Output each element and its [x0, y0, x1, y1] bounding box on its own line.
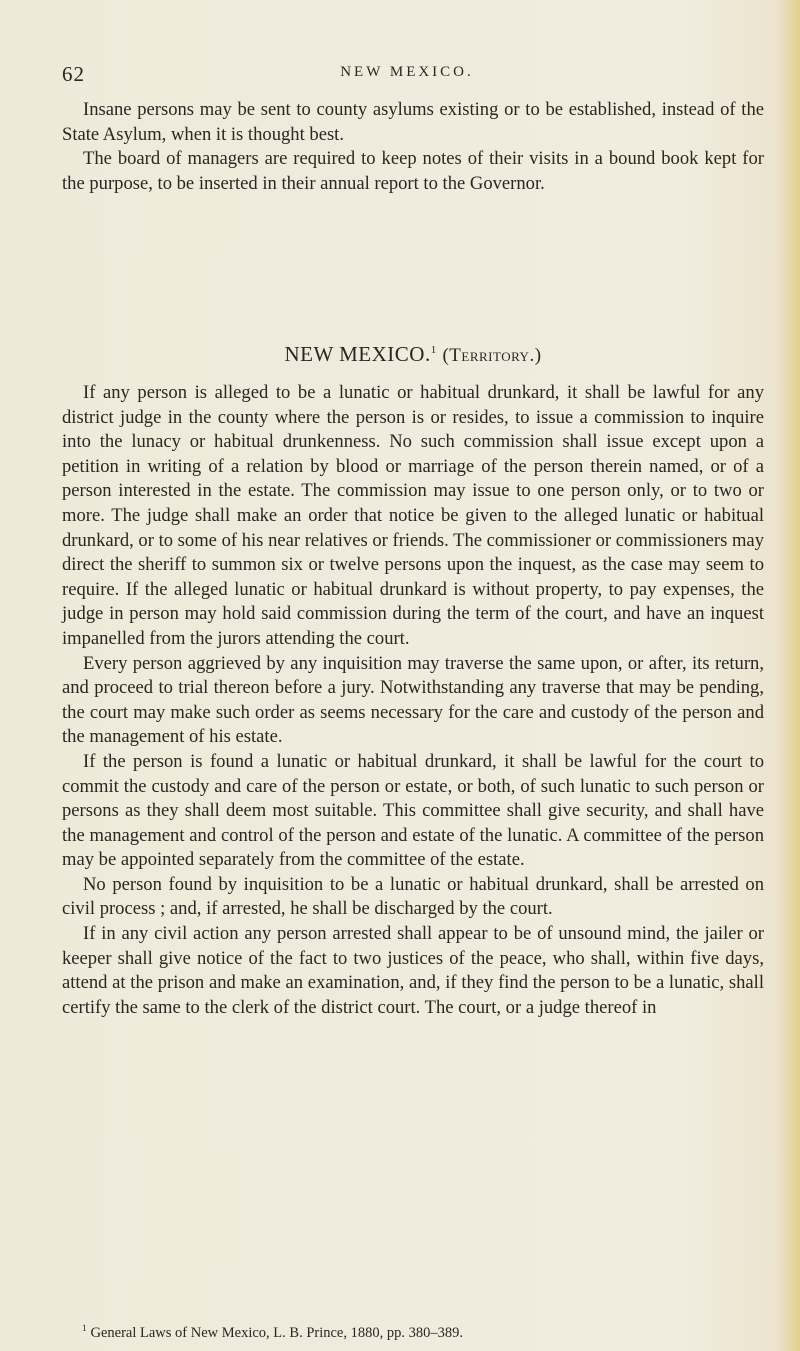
- section-subtitle: (Territory.): [442, 345, 542, 366]
- paragraph: If in any civil action any person arrested shall appear to be of unsound mind, the jailer or keeper shall give notice of the fact to two justices of the peace, who shall, within five days, attend at the prison and make an examination, and, if they find the person to be a lunatic, shall certify the same to the clerk of the district court. The court, or a judge thereof in: [62, 923, 764, 1018]
- paragraph: If the person is found a lunatic or habitual drunkard, it shall be lawful for the court to commit the custody and care of the person or estate, or both, of such lunatic to such person or persons as they shall deem most suitable. This committee shall give security, and shall have the management and control of the person and estate of the lunatic. A committee of the person may be appointed separately from the committee of the estate.: [62, 750, 764, 871]
- continued-text: [62, 98, 764, 196]
- section-title: NEW MEXICO.: [284, 342, 431, 366]
- footnote-marker: 1: [82, 1323, 87, 1333]
- footnote-text: General Laws of New Mexico, L. B. Prince, 1880, pp. 380–389.: [90, 1324, 463, 1341]
- footnote-reference: 1: [430, 344, 437, 356]
- footnote: [82, 1323, 463, 1342]
- page-header: [62, 62, 752, 86]
- paragraph: The board of managers are required to keep notes of their visits in a bound book kept for the purpose, to be inserted in their annual report to the Governor.: [62, 148, 764, 194]
- paragraph: No person found by inquisition to be a lunatic or habitual drunkard, shall be arrested on civil process ; and, if arrested, he shall be discharged by the court.: [62, 873, 764, 920]
- paragraph: If any person is alleged to be a lunatic or habitual drunkard, it shall be lawful for any district judge in the county where the person is or resides, to issue a commission to inquire into the lunacy or habitual drunkenness. No such commission shall issue except upon a petition in writing of a relation by blood or marriage of the person therein named, or of a person interested in the estate. The commission may issue to one person only, or to two or more. The judge shall make an order that notice be given to the alleged lunatic or habitual drunkard, or to some of his near relatives or friends. The commissioner or commissioners may direct the sheriff to summon six or twelve persons upon the inquest, as the case may seem to require. If the alleged lunatic or habitual drunkard is without property, to pay expenses, the judge in person may hold said commission during the term of the court, and have an inquest impanelled from the jurors attending the court.: [62, 382, 764, 649]
- page-number: 62: [62, 62, 85, 86]
- section-body: [62, 381, 764, 1020]
- section-heading: [62, 342, 764, 367]
- paragraph: Every person aggrieved by any inquisition may traverse the same upon, or after, its return, and proceed to trial thereon before a jury. Notwithstanding any traverse that may be pending, the court may make such order as seems necessary for the care and custody of the person and the management of his estate.: [62, 652, 764, 748]
- running-head: NEW MEXICO.: [340, 64, 474, 80]
- paragraph: Insane persons may be sent to county asylums existing or to be established, instead of the State Asylum, when it is thought best.: [62, 99, 764, 145]
